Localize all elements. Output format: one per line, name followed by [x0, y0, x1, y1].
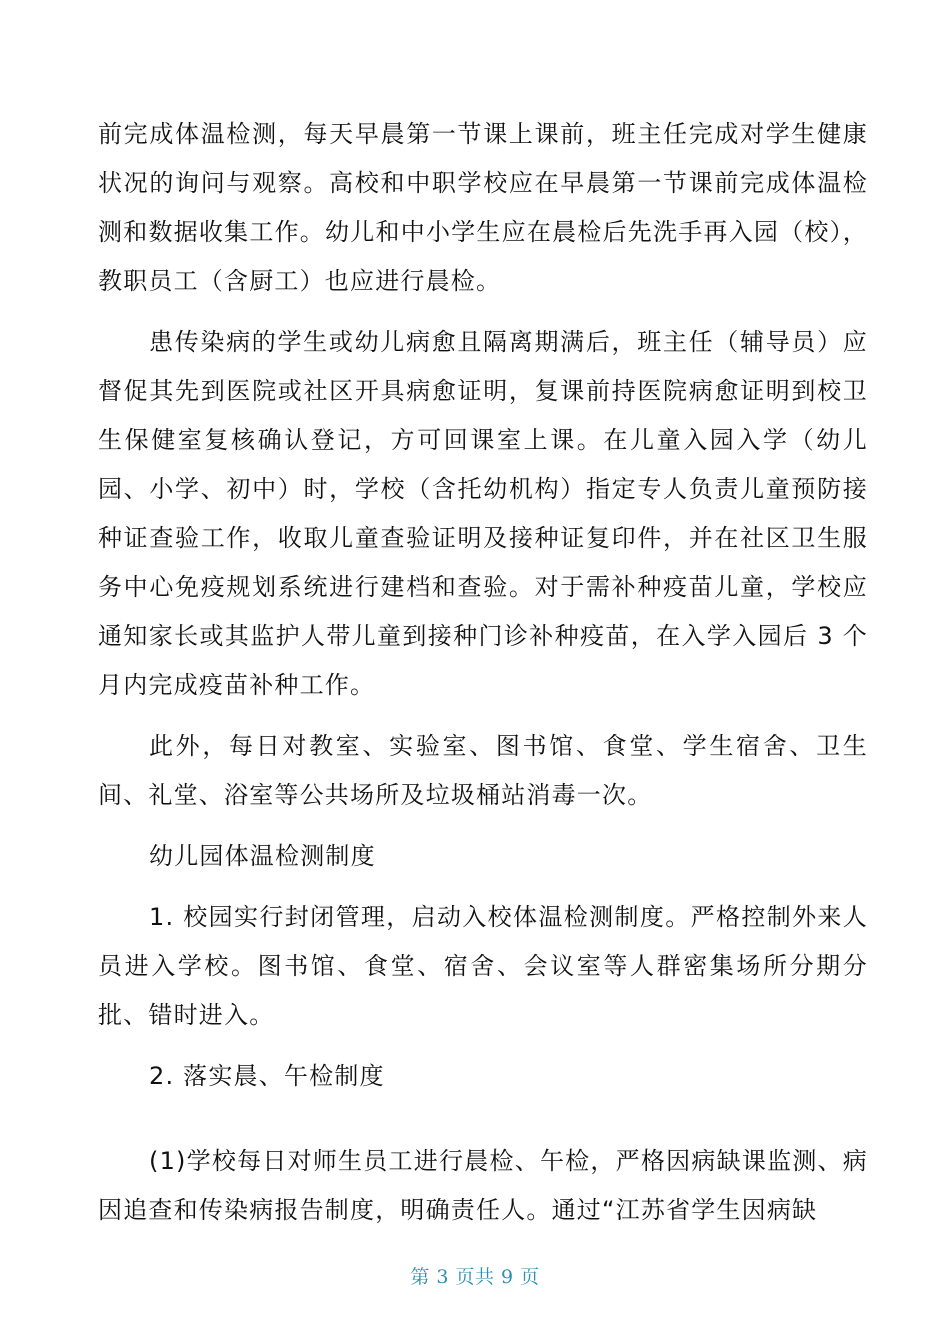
document-body [98, 110, 868, 1235]
paragraph-item-2-1: (1)学校每日对师生员工进行晨检、午检，严格因病缺课监测、病因追查和传染病报告制度，明确责任人。通过“江苏省学生因病缺 [98, 1147, 868, 1224]
paragraph-2: 患传染病的学生或幼儿病愈且隔离期满后，班主任（辅导员）应督促其先到医院或社区开具病愈证明，复课前持医院病愈证明到校卫生保健室复核确认登记，方可回课室上课。在儿童入园入学（幼儿园、小学、初中）时，学校（含托幼机构）指定专人负责儿童预防接种证查验工作，收取儿童查验证明及接种证复印件，并在社区卫生服务中心免疫规划系统进行建档和查验。对于需补种疫苗儿童，学校应通知家长或其监护人带儿童到接种门诊补种疫苗，在入学入园后 3 个月内完成疫苗补种工作。 [98, 328, 868, 699]
page-number-footer: 第 3 页共 9 页 [410, 1266, 540, 1288]
paragraph-item-2: 2. 落实晨、午检制度 [149, 1062, 385, 1090]
paragraph-3: 此外，每日对教室、实验室、图书馆、食堂、学生宿舍、卫生间、礼堂、浴室等公共场所及垃圾桶站消毒一次。 [98, 732, 868, 809]
paragraph-1: 前完成体温检测，每天早晨第一节课上课前，班主任完成对学生健康状况的询问与观察。高校和中职学校应在早晨第一节课前完成体温检测和数据收集工作。幼儿和中小学生应在晨检后先洗手再入园（校），教职员工（含厨工）也应进行晨检。 [98, 120, 868, 295]
section-heading: 幼儿园体温检测制度 [149, 842, 376, 870]
paragraph-item-1: 1. 校园实行封闭管理，启动入校体温检测制度。严格控制外来人员进入学校。图书馆、食堂、宿舍、会议室等人群密集场所分期分批、错时进入。 [98, 903, 868, 1029]
